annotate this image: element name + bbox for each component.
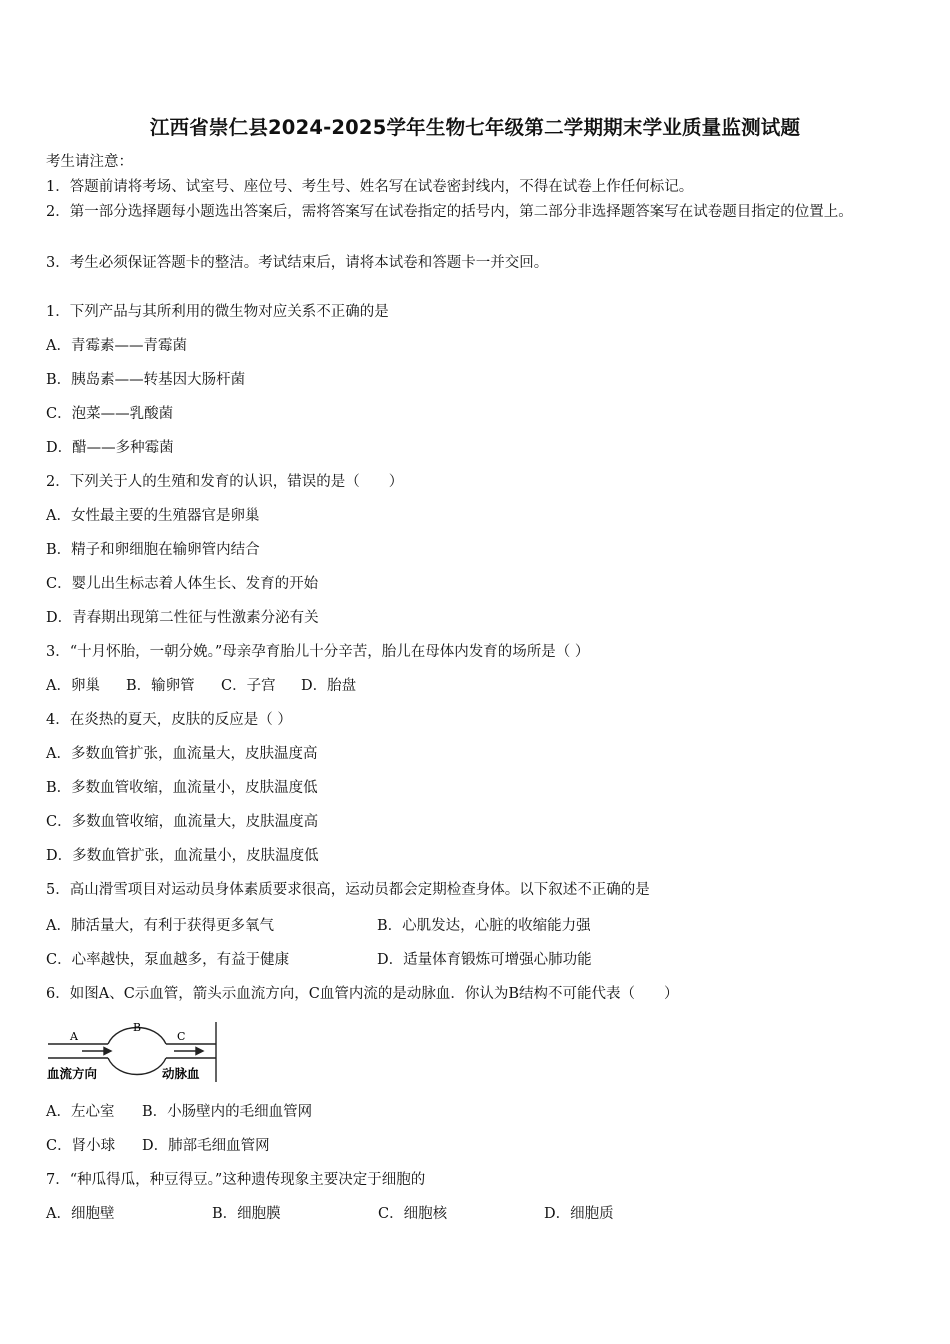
option-row: [46, 676, 356, 696]
question-stem: 2．下列关于人的生殖和发育的认识，错误的是（ ）: [46, 474, 404, 490]
flow-arrow-right-icon: [174, 1048, 203, 1055]
option: D．细胞质: [544, 1206, 614, 1222]
option: B．细胞膜: [212, 1206, 281, 1222]
question-stem: 6．如图A、C示血管，箭头示血流方向，C血管内流的是动脉血．你认为B结构不可能代表（ ）: [46, 986, 679, 1002]
option: B．心肌发达，心脏的收缩能力强: [377, 918, 591, 934]
option-row: [46, 950, 592, 970]
flow-arrow-left-icon: [82, 1048, 111, 1055]
option: C．多数血管收缩，血流量大，皮肤温度高: [46, 814, 319, 830]
option-row: [46, 916, 591, 936]
question-stem: 1．下列产品与其所利用的微生物对应关系不正确的是: [46, 304, 389, 320]
option-row: [46, 1204, 614, 1224]
option: B．精子和卵细胞在输卵管内结合: [46, 542, 260, 558]
option: D．肺部毛细血管网: [142, 1138, 270, 1154]
question-stem: 5．高山滑雪项目对运动员身体素质要求很高，运动员都会定期检查身体。以下叙述不正确的是: [46, 882, 650, 898]
option: A．女性最主要的生殖器官是卵巢: [46, 508, 260, 524]
option-row: [46, 1102, 312, 1122]
notice-heading: 考生请注意：: [46, 154, 133, 170]
caption-arterial-blood: 动脉血: [162, 1066, 200, 1081]
option: D．胎盘: [301, 678, 357, 694]
option: C．子宫: [221, 678, 276, 694]
question-stem: 3．“十月怀胎，一朝分娩。”母亲孕育胎儿十分辛苦，胎儿在母体内发育的场所是（ ）: [46, 644, 590, 660]
question-stem: 7．“种瓜得瓜，种豆得豆。”这种遗传现象主要决定于细胞的: [46, 1172, 426, 1188]
option: D．适量体育锻炼可增强心肺功能: [377, 952, 592, 968]
label-c: C: [177, 1030, 186, 1043]
option: C．细胞核: [378, 1206, 448, 1222]
option: D．多数血管扩张，血流量小，皮肤温度低: [46, 848, 319, 864]
option-row: [46, 1136, 270, 1156]
option: D．醋——多种霉菌: [46, 440, 174, 456]
option: B．输卵管: [126, 678, 195, 694]
option: A．细胞壁: [46, 1206, 115, 1222]
blood-vessel-diagram: [46, 1018, 218, 1084]
notice-item: 3．考生必须保证答题卡的整洁。考试结束后，请将本试卷和答题卡一并交回。: [46, 255, 549, 271]
caption-flow-direction: 血流方向: [47, 1066, 98, 1081]
option: A．肺活量大，有利于获得更多氧气: [46, 918, 274, 934]
notice-item: 2．第一部分选择题每小题选出答案后，需将答案写在试卷指定的括号内，第二部分非选择题答案写在试卷题目指定的位置上。: [46, 204, 853, 220]
option: A．多数血管扩张，血流量大，皮肤温度高: [46, 746, 318, 762]
option: C．婴儿出生标志着人体生长、发育的开始: [46, 576, 319, 592]
option: C．心率越快，泵血越多，有益于健康: [46, 952, 290, 968]
option: C．泡菜——乳酸菌: [46, 406, 174, 422]
label-b: B: [133, 1021, 142, 1034]
question-stem: 4．在炎热的夏天，皮肤的反应是（ ）: [46, 712, 292, 728]
option: B．小肠壁内的毛细血管网: [142, 1104, 313, 1120]
option: A．卵巢: [46, 678, 100, 694]
option: B．胰岛素——转基因大肠杆菌: [46, 372, 246, 388]
option: A．青霉素——青霉菌: [46, 338, 187, 354]
option: B．多数血管收缩，血流量小，皮肤温度低: [46, 780, 318, 796]
notice-item: 1．答题前请将考场、试室号、座位号、考生号、姓名写在试卷密封线内，不得在试卷上作任何标记。: [46, 179, 694, 195]
option: A．左心室: [46, 1104, 115, 1120]
option: D．青春期出现第二性征与性激素分泌有关: [46, 610, 319, 626]
option: C．肾小球: [46, 1138, 116, 1154]
page-title: 江西省崇仁县2024-2025学年生物七年级第二学期期末学业质量监测试题: [149, 116, 801, 139]
label-a: A: [70, 1030, 78, 1043]
